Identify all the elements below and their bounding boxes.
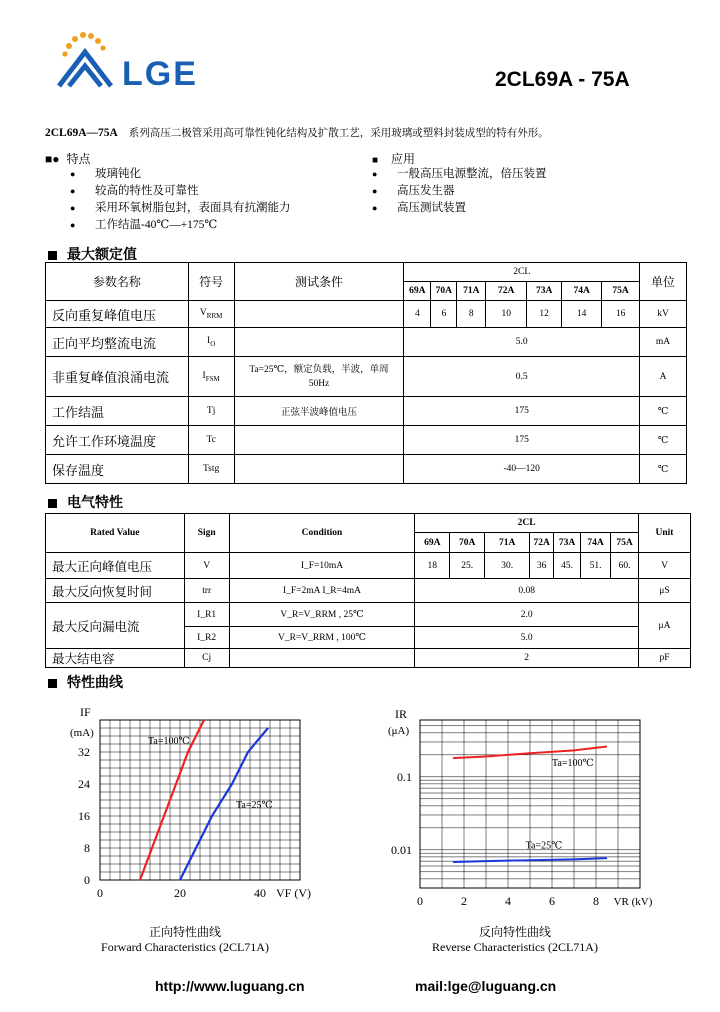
intro xyxy=(45,125,549,140)
value-cell: 8 xyxy=(457,301,486,328)
x-tick-label: 0 xyxy=(417,894,423,908)
list-item: ● 高压测试装置 xyxy=(372,202,466,214)
row-cond: I_F=10mA xyxy=(229,553,415,579)
row-symbol: Tc xyxy=(188,426,234,455)
series-label: Ta=100℃ xyxy=(148,736,190,747)
features-title xyxy=(45,150,91,167)
row-symbol: $I_{FSM}$ xyxy=(188,357,234,397)
x-tick-label: 2 xyxy=(461,894,467,908)
row-cond xyxy=(234,328,404,357)
row-sign: Cj xyxy=(184,649,229,668)
row-symbol: $V_{RRM}$ xyxy=(188,301,234,328)
type-74a: 74A xyxy=(562,282,602,301)
y-tick-label: 8 xyxy=(84,841,90,855)
type-75a: 75A xyxy=(611,533,639,553)
value-cell: 0.5 xyxy=(404,357,640,397)
forward-caption xyxy=(80,923,290,955)
row-symbol: Tstg xyxy=(188,455,234,484)
header-series: 2CL xyxy=(415,514,639,533)
list-item: ● 工作结温-40℃—+175℃ xyxy=(70,219,218,231)
row-name: 允许工作环境温度 xyxy=(46,426,189,455)
value-cell: 25. xyxy=(450,553,485,579)
value-cell: 45. xyxy=(554,553,581,579)
table-row xyxy=(46,603,691,627)
value-cell: 10 xyxy=(486,301,527,328)
row-sign: V xyxy=(184,553,229,579)
forward-caption-cn: 正向特性曲线 xyxy=(148,925,221,939)
applications-heading: 应用 xyxy=(391,152,416,166)
table-row xyxy=(46,357,687,397)
series-label: Ta=25℃ xyxy=(525,840,563,852)
row-cond: V_R=V_RRM , 25℃ xyxy=(229,603,415,627)
y-axis-label: IR xyxy=(395,707,407,721)
header-rated: Rated Value xyxy=(46,514,185,553)
value-cell: -40—120 xyxy=(404,455,640,484)
type-69a: 69A xyxy=(404,282,431,301)
y-tick-label: 32 xyxy=(78,745,90,759)
unit-cell: μA xyxy=(639,603,691,649)
series-label: Ta=100℃ xyxy=(552,758,594,770)
header-sign: Sign xyxy=(184,514,229,553)
row-cond: V_R=V_RRM , 100℃ xyxy=(229,627,415,649)
row-cond: Ta=25℃，额定负载，半波，单周 50Hz xyxy=(234,357,404,397)
value-cell: 14 xyxy=(562,301,602,328)
header-series: 2CL xyxy=(404,263,640,282)
value-cell: 18 xyxy=(415,553,450,579)
table-row xyxy=(46,455,687,484)
electrical-title: 电气特性 xyxy=(48,492,123,512)
list-item: ● 较高的特性及可靠性 xyxy=(70,185,199,197)
logo-text: LGE xyxy=(122,55,198,93)
y-axis-unit: (μA) xyxy=(388,725,410,737)
row-symbol: $I_O$ xyxy=(188,328,234,357)
value-cell: 175 xyxy=(404,426,640,455)
y-axis-label: IF xyxy=(80,705,91,719)
type-70a: 70A xyxy=(431,282,457,301)
row-cond xyxy=(234,455,404,484)
ratings-title: 最大额定值 xyxy=(48,244,137,264)
features-list xyxy=(70,166,291,234)
value-cell: 36 xyxy=(530,553,554,579)
row-name: 工作结温 xyxy=(46,397,189,426)
value-cell: 5.0 xyxy=(404,328,640,357)
x-tick-label: 20 xyxy=(174,886,186,900)
row-name: 最大结电容 xyxy=(46,649,185,668)
type-69a: 69A xyxy=(415,533,450,553)
reverse-chart xyxy=(370,700,660,910)
features-marker: ■● xyxy=(45,152,60,166)
part-number-title: 2CL69A - 75A xyxy=(495,68,630,91)
value-cell: 175 xyxy=(404,397,640,426)
value-cell: 0.08 xyxy=(415,579,639,603)
table-row xyxy=(46,649,691,668)
row-name: 最大正向峰值电压 xyxy=(46,553,185,579)
row-name: 正向平均整流电流 xyxy=(46,328,189,357)
type-72a: 72A xyxy=(530,533,554,553)
table-row xyxy=(46,301,687,328)
value-cell: 51. xyxy=(581,553,611,579)
unit-cell: V xyxy=(639,553,691,579)
row-name: 非重复峰值浪涌电流 xyxy=(46,357,189,397)
ratings-table xyxy=(45,262,687,484)
series-label: Ta=25℃ xyxy=(236,800,273,811)
y-tick-label: 16 xyxy=(78,809,90,823)
x-axis-label: VF (V) xyxy=(276,886,311,900)
features-heading: 特点 xyxy=(66,152,91,166)
row-cond xyxy=(234,426,404,455)
row-name: 反向重复峰值电压 xyxy=(46,301,189,328)
y-tick-label: 0 xyxy=(84,873,90,887)
row-name: 保存温度 xyxy=(46,455,189,484)
type-74a: 74A xyxy=(581,533,611,553)
type-71a: 71A xyxy=(485,533,530,553)
value-cell: 6 xyxy=(431,301,457,328)
type-70a: 70A xyxy=(450,533,485,553)
row-sign: I_R1 xyxy=(184,603,229,627)
intro-part: 2CL69A—75A xyxy=(45,127,118,139)
x-axis-label: VR (kV) xyxy=(613,896,653,908)
table-row xyxy=(46,579,691,603)
logo xyxy=(55,30,115,90)
table-row xyxy=(46,553,691,579)
reverse-caption-cn: 反向特性曲线 xyxy=(478,925,551,939)
unit-cell: mA xyxy=(640,328,687,357)
type-72a: 72A xyxy=(486,282,527,301)
footer-mail[interactable]: mail:lge@luguang.cn xyxy=(415,978,557,994)
applications-list xyxy=(372,166,547,217)
applications-title: ■ 应用 xyxy=(372,152,416,166)
value-cell: 60. xyxy=(611,553,639,579)
x-tick-label: 6 xyxy=(549,894,555,908)
header-cond: 测试条件 xyxy=(234,263,404,301)
value-cell: 5.0 xyxy=(415,627,639,649)
value-cell: 12 xyxy=(527,301,562,328)
value-cell: 16 xyxy=(602,301,640,328)
type-73a: 73A xyxy=(554,533,581,553)
row-sign: I_R2 xyxy=(184,627,229,649)
row-name: 最大反向恢复时间 xyxy=(46,579,185,603)
y-tick-label: 24 xyxy=(78,777,90,791)
y-axis-unit: (mA) xyxy=(70,727,94,739)
footer-url[interactable]: http://www.luguang.cn xyxy=(155,978,305,994)
header-unit: Unit xyxy=(639,514,691,553)
list-item: ● 玻璃钝化 xyxy=(70,168,141,180)
list-item: ● 采用环氧树脂包封，表面具有抗潮能力 xyxy=(70,202,291,214)
list-item: ● 高压发生器 xyxy=(372,185,455,197)
unit-cell: ℃ xyxy=(640,455,687,484)
row-cond: 正弦半波峰值电压 xyxy=(234,397,404,426)
table-row xyxy=(46,328,687,357)
reverse-caption xyxy=(410,923,620,955)
value-cell: 4 xyxy=(404,301,431,328)
unit-cell: ℃ xyxy=(640,426,687,455)
intro-desc: 系列高压二极管采用高可靠性钝化结构及扩散工艺，采用玻璃或塑料封装成型的特有外形。 xyxy=(128,128,549,139)
unit-cell: pF xyxy=(639,649,691,668)
y-tick-label: 0.01 xyxy=(391,842,412,857)
row-cond: I_F=2mA I_R=4mA xyxy=(229,579,415,603)
type-71a: 71A xyxy=(457,282,486,301)
x-tick-label: 8 xyxy=(593,894,599,908)
type-73a: 73A xyxy=(527,282,562,301)
forward-chart xyxy=(60,700,320,910)
row-sign: trr xyxy=(184,579,229,603)
header-cond: Condition xyxy=(229,514,415,553)
table-row xyxy=(46,397,687,426)
row-cond xyxy=(234,301,404,328)
reverse-caption-en: Reverse Characteristics (2CL71A) xyxy=(432,940,598,954)
type-75a: 75A xyxy=(602,282,640,301)
logo-mark-icon xyxy=(55,30,115,90)
value-cell: 30. xyxy=(485,553,530,579)
electrical-table xyxy=(45,513,691,668)
value-cell: 2.0 xyxy=(415,603,639,627)
forward-caption-en: Forward Characteristics (2CL71A) xyxy=(101,940,269,954)
row-name: 最大反向漏电流 xyxy=(46,603,185,649)
y-tick-label: 0.1 xyxy=(397,769,412,784)
x-tick-label: 4 xyxy=(505,894,511,908)
row-cond xyxy=(229,649,415,668)
value-cell: 2 xyxy=(415,649,639,668)
unit-cell: μS xyxy=(639,579,691,603)
x-tick-label: 40 xyxy=(254,886,266,900)
header-param: 参数名称 xyxy=(46,263,189,301)
list-item: ● 一般高压电源整流，倍压装置 xyxy=(372,168,547,180)
row-symbol: Tj xyxy=(188,397,234,426)
header-unit: 单位 xyxy=(640,263,687,301)
header-symbol: 符号 xyxy=(188,263,234,301)
unit-cell: kV xyxy=(640,301,687,328)
x-tick-label: 0 xyxy=(97,886,103,900)
table-row xyxy=(46,426,687,455)
unit-cell: A xyxy=(640,357,687,397)
curves-title: 特性曲线 xyxy=(48,672,123,692)
unit-cell: ℃ xyxy=(640,397,687,426)
